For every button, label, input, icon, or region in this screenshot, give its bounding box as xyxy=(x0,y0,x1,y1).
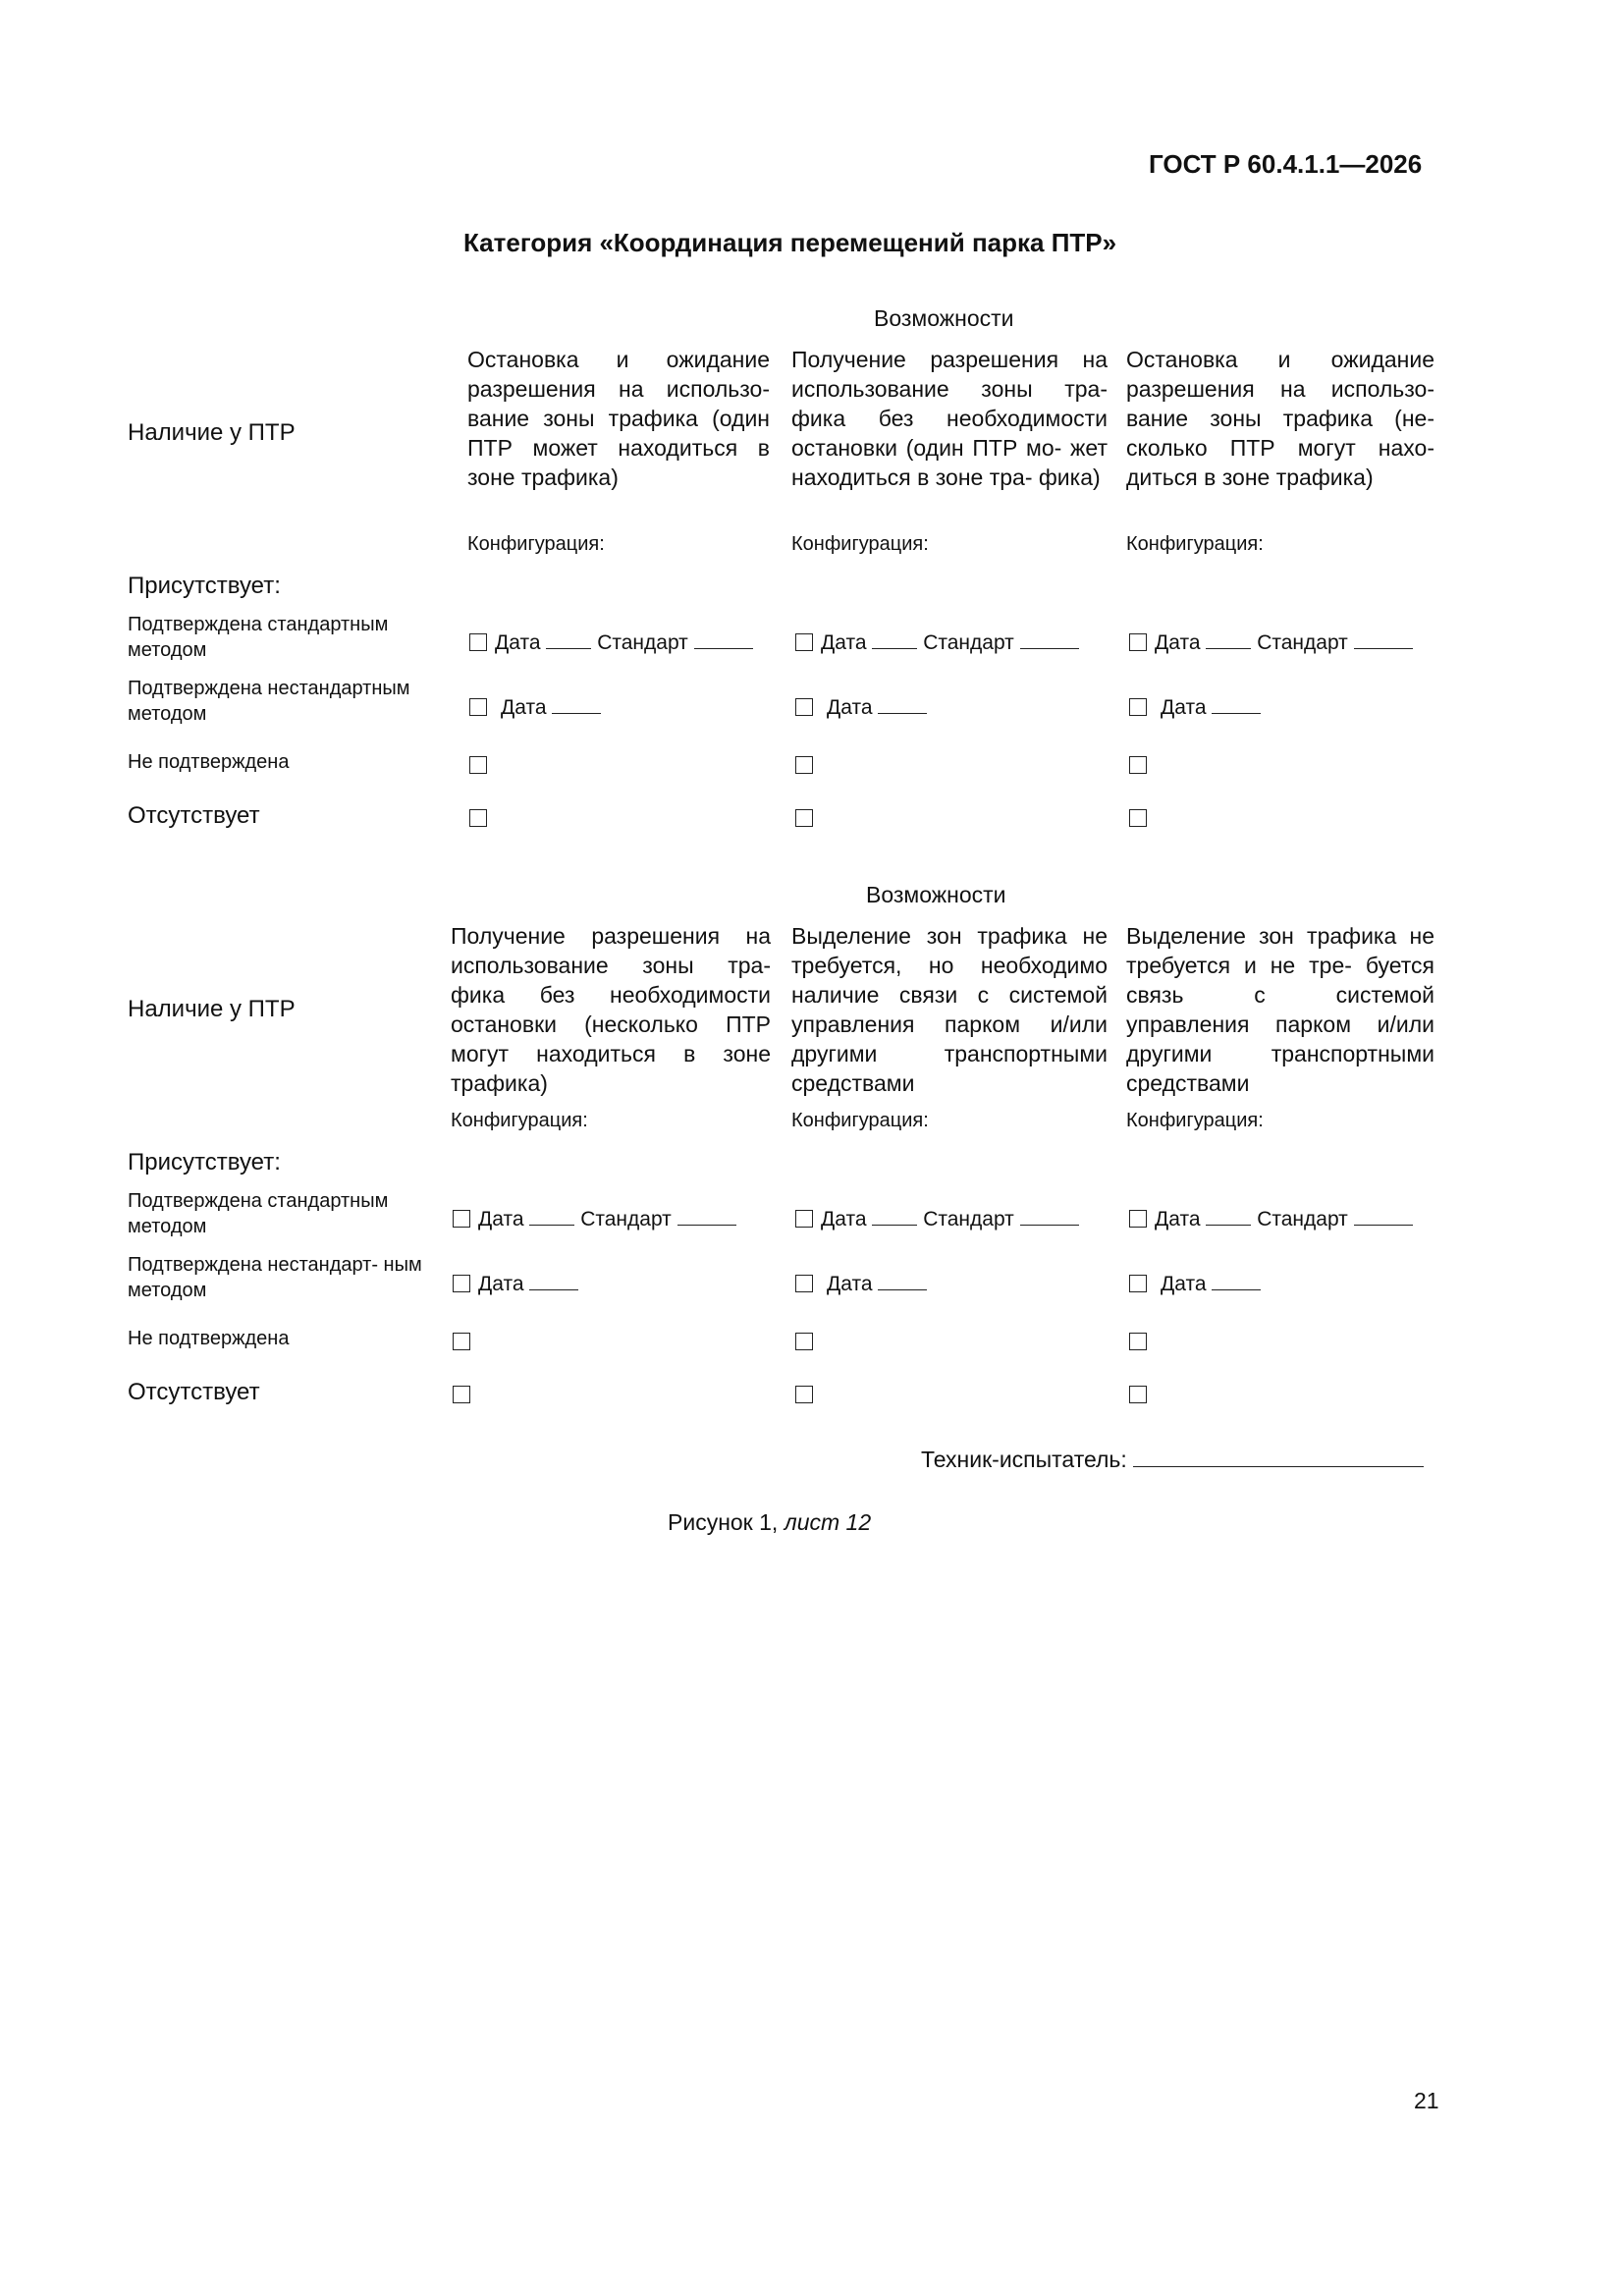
checkbox[interactable] xyxy=(795,1333,813,1350)
row-header-label: Наличие у ПТР xyxy=(128,419,296,446)
config-label: Конфигурация: xyxy=(1126,1110,1264,1131)
confirmed-nonstandard-cell: Дата xyxy=(795,1273,927,1296)
confirmed-standard-cell: Дата Стандарт xyxy=(1129,631,1413,655)
checkbox[interactable] xyxy=(453,1275,470,1292)
checkbox[interactable] xyxy=(795,633,813,651)
not-confirmed-cell xyxy=(1129,1331,1155,1354)
checkbox[interactable] xyxy=(795,1210,813,1228)
confirmed-standard-cell: Дата Стандарт xyxy=(469,631,753,655)
present-label: Присутствует: xyxy=(128,1149,281,1175)
absent-cell xyxy=(469,807,495,831)
checkbox[interactable] xyxy=(469,809,487,827)
checkbox[interactable] xyxy=(1129,1275,1147,1292)
confirmed-standard-cell: Дата Стандарт xyxy=(795,1208,1079,1231)
checkbox[interactable] xyxy=(1129,1210,1147,1228)
checkbox[interactable] xyxy=(1129,1386,1147,1403)
signature-field[interactable] xyxy=(1133,1465,1424,1467)
checkbox[interactable] xyxy=(1129,809,1147,827)
confirmed-nonstandard-cell: Дата xyxy=(1129,1273,1261,1296)
checkbox[interactable] xyxy=(795,698,813,716)
checkbox[interactable] xyxy=(1129,698,1147,716)
absent-cell xyxy=(795,807,821,831)
absent-cell xyxy=(1129,1384,1155,1407)
checkbox[interactable] xyxy=(795,809,813,827)
column-description: Получение разрешения на использование зоны тра- фика без необходимости остановки (один ПТР мо- жет находиться в зоне тра- фика) xyxy=(791,347,1108,490)
not-confirmed-cell xyxy=(453,1331,478,1354)
column-description: Выделение зон трафика не требуется и не тре- буется связь с системой управления парком и/или другими транспортными средствами xyxy=(1126,923,1434,1096)
checkbox[interactable] xyxy=(1129,756,1147,774)
category-title: Категория «Координация перемещений парка ПТР» xyxy=(463,228,1117,257)
present-label: Присутствует: xyxy=(128,573,281,599)
checkbox[interactable] xyxy=(795,1275,813,1292)
figure-caption: Рисунок 1, лист 12 xyxy=(668,1509,872,1535)
standard-code: ГОСТ Р 60.4.1.1—2026 xyxy=(1149,149,1423,179)
checkbox[interactable] xyxy=(1129,1333,1147,1350)
column-description: Получение разрешения на использование зоны тра- фика без необходимости остановки (несколько ПТР могут находиться в зоне трафика) xyxy=(451,923,771,1096)
row-label-confirmed-nonstandard: Подтверждена нестандарт- ным методом xyxy=(128,1254,422,1301)
row-label-confirmed-nonstandard: Подтверждена нестандартным методом xyxy=(128,678,410,725)
column-description: Остановка и ожидание разрешения на использо- вание зоны трафика (один ПТР может находиться в зоне трафика) xyxy=(467,347,770,490)
confirmed-nonstandard-cell: Дата xyxy=(453,1273,578,1296)
not-confirmed-cell xyxy=(795,754,821,778)
checkbox[interactable] xyxy=(795,1386,813,1403)
confirmed-standard-cell: Дата Стандарт xyxy=(453,1208,736,1231)
config-label: Конфигурация: xyxy=(791,1110,929,1131)
checkbox[interactable] xyxy=(1129,633,1147,651)
config-label: Конфигурация: xyxy=(451,1110,588,1131)
checkbox[interactable] xyxy=(453,1210,470,1228)
row-label-absent: Отсутствует xyxy=(128,802,260,829)
row-label-confirmed-standard: Подтверждена стандартным методом xyxy=(128,1190,389,1237)
not-confirmed-cell xyxy=(1129,754,1155,778)
row-header-label: Наличие у ПТР xyxy=(128,996,296,1022)
column-description: Остановка и ожидание разрешения на использо- вание зоны трафика (не- сколько ПТР могут нахо- диться в зоне трафика) xyxy=(1126,347,1434,490)
confirmed-standard-cell: Дата Стандарт xyxy=(1129,1208,1413,1231)
checkbox[interactable] xyxy=(469,698,487,716)
config-label: Конфигурация: xyxy=(1126,533,1264,555)
checkbox[interactable] xyxy=(469,633,487,651)
row-label-absent: Отсутствует xyxy=(128,1379,260,1405)
row-label-confirmed-standard: Подтверждена стандартным методом xyxy=(128,614,389,661)
absent-cell xyxy=(795,1384,821,1407)
checkbox[interactable] xyxy=(469,756,487,774)
checkbox[interactable] xyxy=(795,756,813,774)
absent-cell xyxy=(453,1384,478,1407)
absent-cell xyxy=(1129,807,1155,831)
checkbox[interactable] xyxy=(453,1386,470,1403)
not-confirmed-cell xyxy=(469,754,495,778)
page-number: 21 xyxy=(1414,2088,1439,2113)
config-label: Конфигурация: xyxy=(467,533,605,555)
confirmed-nonstandard-cell: Дата xyxy=(1129,696,1261,720)
checkbox[interactable] xyxy=(453,1333,470,1350)
capabilities-label: Возможности xyxy=(874,305,1014,331)
row-label-not-confirmed: Не подтверждена xyxy=(128,1328,290,1349)
config-label: Конфигурация: xyxy=(791,533,929,555)
row-label-not-confirmed: Не подтверждена xyxy=(128,751,290,773)
capabilities-label: Возможности xyxy=(866,882,1006,907)
column-description: Выделение зон трафика не требуется, но необходимо наличие связи с системой управления парком и/или другими транспортными средствами xyxy=(791,923,1108,1096)
confirmed-standard-cell: Дата Стандарт xyxy=(795,631,1079,655)
not-confirmed-cell xyxy=(795,1331,821,1354)
technician-signature-line: Техник-испытатель: xyxy=(921,1447,1424,1473)
confirmed-nonstandard-cell: Дата xyxy=(469,696,601,720)
confirmed-nonstandard-cell: Дата xyxy=(795,696,927,720)
